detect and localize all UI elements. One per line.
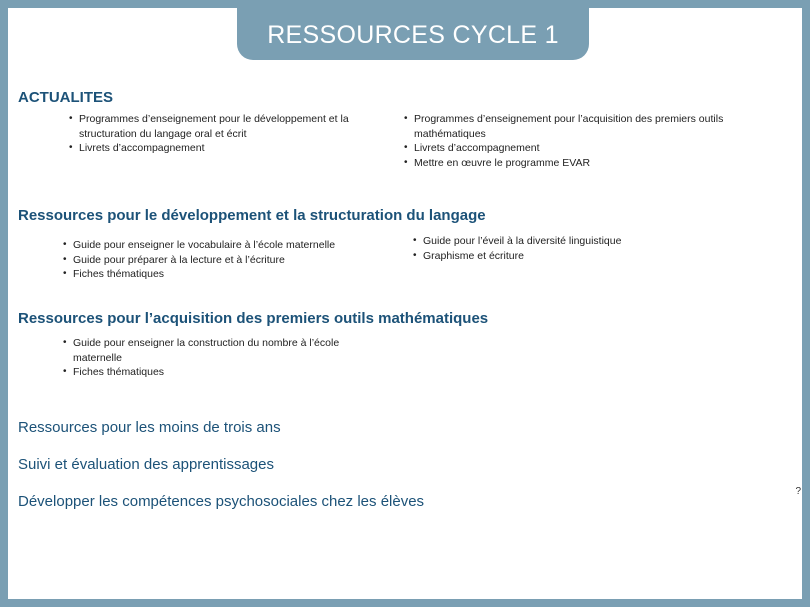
actualites-list-left (67, 112, 389, 156)
list-item[interactable]: • Graphisme et écriture (423, 249, 743, 264)
langage-heading: Ressources pour le développement et la structuration du langage (18, 207, 486, 224)
list-item[interactable]: • Livrets d’accompagnement (79, 141, 389, 156)
list-item[interactable]: • Guide pour enseigner le vocabulaire à l’école maternelle (73, 238, 393, 253)
langage-list-left (61, 238, 393, 282)
list-item[interactable]: • Guide pour enseigner la construction du nombre à l’école maternelle (73, 336, 363, 365)
moins-trois-ans-link[interactable]: Ressources pour les moins de trois ans (18, 419, 281, 436)
list-item[interactable]: • Fiches thématiques (73, 267, 393, 282)
list-item[interactable]: • Mettre en œuvre le programme EVAR (414, 156, 764, 171)
page-title: RESSOURCES CYCLE 1 (267, 20, 559, 49)
langage-list-right (411, 234, 743, 263)
list-item[interactable]: • Programmes d’enseignement pour l’acquisition des premiers outils mathématiques (414, 112, 764, 141)
list-item[interactable]: • Fiches thématiques (73, 365, 363, 380)
actualites-heading: ACTUALITES (18, 89, 113, 106)
competences-psychosociales-link[interactable]: Développer les compétences psychosociales chez les élèves (18, 493, 425, 510)
list-item[interactable]: • Livrets d’accompagnement (414, 141, 764, 156)
list-item[interactable]: • Guide pour l’éveil à la diversité linguistique (423, 234, 743, 249)
title-banner (237, 8, 589, 60)
maths-list (61, 336, 363, 380)
list-item[interactable]: • Guide pour préparer à la lecture et à l’écriture (73, 253, 393, 268)
actualites-list-right (402, 112, 764, 170)
suivi-evaluation-link[interactable]: Suivi et évaluation des apprentissages (18, 456, 274, 473)
edge-mark: ? (795, 486, 801, 497)
list-item[interactable]: • Programmes d’enseignement pour le développement et la structuration du langage oral et écrit (79, 112, 389, 141)
page-frame (8, 8, 802, 599)
maths-heading: Ressources pour l’acquisition des premiers outils mathématiques (18, 310, 489, 327)
